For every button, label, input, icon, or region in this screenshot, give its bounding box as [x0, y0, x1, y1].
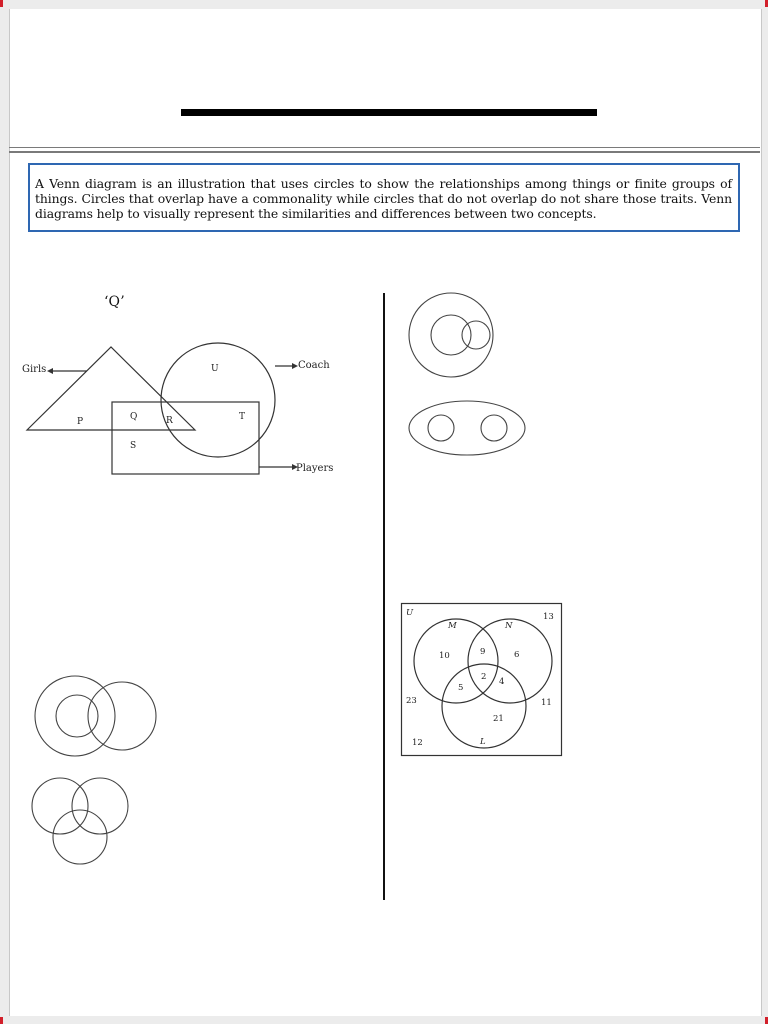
region-p-label: P	[77, 417, 84, 427]
venn-figure-three-sets-universe	[400, 602, 565, 760]
girls-arrowhead	[47, 368, 53, 374]
players-label: Players	[296, 463, 334, 474]
region-r-label: R	[166, 416, 173, 426]
coach-label: Coach	[298, 360, 330, 371]
venn-figure-disjoint-sets	[405, 398, 530, 460]
universe-label: U	[406, 608, 414, 618]
value-10: 10	[439, 651, 450, 661]
column-divider	[383, 293, 385, 900]
venn-figure-three-circles	[28, 775, 133, 870]
page-corner-marker	[0, 0, 3, 7]
region-q-label: Q	[130, 412, 138, 422]
set-n-circle	[468, 619, 552, 703]
set-l-label: L	[480, 737, 486, 747]
header-rule	[9, 147, 760, 148]
venn-definition-box: A Venn diagram is an illustration that uses circles to show the relationships among things or finite groups of things. Circles that overlap have a commonality while circles that do not overlap do not share those traits. Venn diagrams help to visually represent the similarities and differences between two concepts.	[28, 163, 740, 232]
value-13: 13	[543, 612, 554, 622]
value-23: 23	[406, 696, 417, 706]
set-m-circle	[414, 619, 498, 703]
header-rule-thick	[9, 151, 760, 153]
value-5: 5	[458, 683, 464, 693]
value-21: 21	[493, 714, 504, 724]
value-2: 2	[481, 672, 487, 682]
region-s-label: S	[130, 441, 137, 451]
venn-figure-girls-coach-players	[15, 340, 355, 485]
coach-circle	[161, 343, 275, 457]
set-n-label: N	[505, 621, 513, 631]
figure-q-caption: ‘Q’	[104, 294, 125, 310]
venn-figure-nested-circles	[404, 291, 499, 381]
set-m-label: M	[448, 621, 457, 631]
page-corner-marker	[0, 1017, 3, 1024]
region-u-label: U	[211, 364, 219, 374]
venn-figure-overlapping-circles	[30, 670, 162, 762]
value-9: 9	[480, 647, 486, 657]
girls-label: Girls	[22, 364, 47, 375]
region-t-label: T	[239, 412, 246, 422]
value-4: 4	[499, 677, 505, 687]
value-11: 11	[541, 698, 552, 708]
title-bar	[181, 109, 597, 116]
value-6: 6	[514, 650, 520, 660]
value-12: 12	[412, 738, 423, 748]
